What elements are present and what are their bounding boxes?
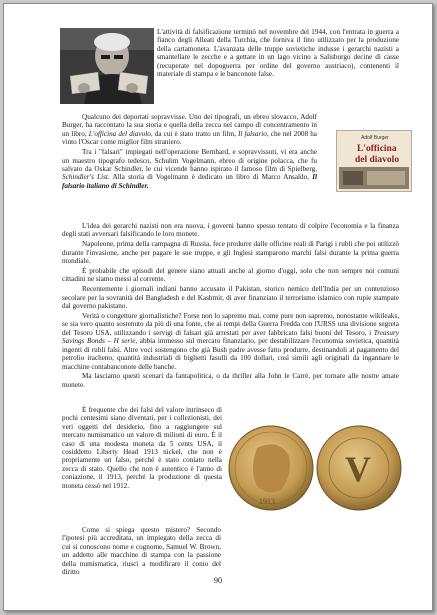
paragraph-2 bbox=[62, 113, 317, 147]
text-block-history bbox=[62, 222, 399, 391]
p2-text-a: Qualcuno dei deportati sopravvisse. Uno dei tipografi, un ebreo slovacco, Adolf Burger, ha raccontato la sua storia e quella della zecca nel campo di concentramento in un libro, bbox=[62, 113, 317, 138]
text-block-coins bbox=[62, 406, 222, 492]
text-block-mystery bbox=[62, 526, 399, 578]
liberty-nickel-coins-photo bbox=[227, 404, 403, 538]
coins-illustration bbox=[227, 404, 403, 538]
p2-text-b: , da cui è stato tratto un film, bbox=[150, 129, 238, 138]
p3-text-b: . Alla storia di Vogelmann è dedicato un libro di Marco Ansaldo, bbox=[107, 173, 313, 182]
paragraph-11: Come si spiega questo mistero? Secondo l'ipotesi più accreditata, un impiegato della zecca di cui si conoscono nome e cognome, Samuel W. Brown, un addetto alle macchine di stampa con la passione della numismatica, riuscì a modificare il conio del diritto bbox=[62, 526, 221, 577]
p8-text-a: Verità o congetture giornalistiche? Forse non lo sapremo mai, come pure non sapremo, nonostante wikileaks, se sia vero quanto sostenuto da più di una fonte, che ai tempi della Guerra Fredda con l'URSS una divisione segreta del Tesoro USA, utilizzando i servigi di falsari già arrestati per aver fabbricato falsi buoni del Tesoro, i bbox=[62, 312, 399, 337]
paragraph-4: L'idea dei gerarchi nazisti non era nuova, i governi hanno spesso tentato di colpire l'economia e la finanza degli stati avversari falsificando le loro monete. bbox=[62, 222, 399, 239]
coin-letter: V bbox=[345, 449, 371, 489]
p8-text-b: , abbia immesso sul mercato finanziario, per destabilizzare l'economia sovietica, quantità ingenti di rubli falsi. Altre voci sostengono che già Bush padre avesse fatto produrre, destinandoli al pagamento del petrolio iracheno, quantità industriali di biglietti fasulli da 100 dollari, così simili agli originali da ingannare le macchine contabanconote delle banche. bbox=[62, 337, 399, 371]
paragraph-5: Napoleone, prima della campagna di Russia, fece produrre dalle officine reali di Parigi i rubli che poi utilizzò durante l'invasione, anche per pagare le sue truppe, e gli Inglesi stamparono marchi falsi durante la prima guerra mondiale. bbox=[62, 240, 399, 266]
book-cover-title-1: L'officina bbox=[357, 144, 397, 154]
p2-text-c: , che nel 2008 ha vinto l'Oscar come miglior film straniero. bbox=[62, 129, 317, 147]
document-page bbox=[3, 3, 433, 611]
book-cover-title-2: del diavolo bbox=[355, 155, 400, 165]
text-block-intro bbox=[62, 28, 399, 80]
paragraph-8 bbox=[62, 312, 399, 371]
page-number: 90 bbox=[214, 576, 222, 585]
paragraph-1: L'attività di falsificazione terminò nel novembre del 1944, con l'entrata in guerra a fianco degli Alleati della Turchia, che forniva il lino utilizzato per la produzione della cartamoneta. L'avanzata delle truppe sovietiche indusse i gerarchi nazisti a smantellare le zecche e a gettare in un lago vicino a Salisburgo decine di casse (recuperate nel dopoguerra per ordine del governo austriaco), contenenti il materiale di stampa e le banconote false. bbox=[157, 28, 399, 79]
text-block-burger bbox=[62, 113, 399, 192]
p3-text-a: Tra i "falsari" impiegati nell'operazione Bernhard, e sopravvissuti, vi era anche un maestro tipografo tedesco, Schulim Vogelmann, ebreo di origine polacca, che fu salvato da Oskar Schindler, le cui vicende hanno ispirato il famoso film di Spielberg, bbox=[62, 148, 317, 173]
book-cover-author: Adolf Burger bbox=[361, 135, 389, 141]
p3-book-title: Il falsario italiano di Schindler. bbox=[62, 173, 318, 190]
p2-book-title: L'officina del diavolo bbox=[88, 129, 151, 138]
coin-year: 1913 bbox=[259, 497, 275, 506]
p8-bond-name: Treasury Savings Bonds – H serie bbox=[62, 328, 399, 346]
paragraph-9: Ma lasciamo questi scenari da fantapolitica, o da thriller alla John le Carrè, per tornare alle nostre amate monete. bbox=[62, 372, 399, 389]
paragraph-3 bbox=[62, 148, 317, 190]
p3-film-title: Schindler's List bbox=[62, 173, 108, 182]
paragraph-10: È frequente che dei falsi del valore intrinseco di pochi centesimi siano diventati, per i collezionisti, dei veri oggetti del desiderio, fino a raggiungere sul mercato numismatico un valore di milioni di euro. È il caso di una modesta moneta da 5 cents USA, il cosiddetto Liberty Head 1913 nickel, che non è propriamente un falso, perché è stato coniato nella zecca di stato. Quello che non è autentico è l'anno di coniazione, il 1913, perché la produzione di questa moneta cessò nel 1912. bbox=[62, 406, 222, 490]
p2-film-title: Il falsario bbox=[237, 129, 267, 138]
paragraph-6: È probabile che episodi del genere siano attuali anche al giorno d'oggi, solo che non sempre noi comuni cittadini ne siamo messi al corrente. bbox=[62, 267, 399, 284]
paragraph-7: Recentemente i giornali indiani hanno accusato il Pakistan, storico nemico dell'India per un contenzioso secolare per la sovranità del Bangladesh e del Kashmir, di aver finanziato il terrorismo islamico con rupie stampate dal governo pakistano. bbox=[62, 285, 399, 311]
